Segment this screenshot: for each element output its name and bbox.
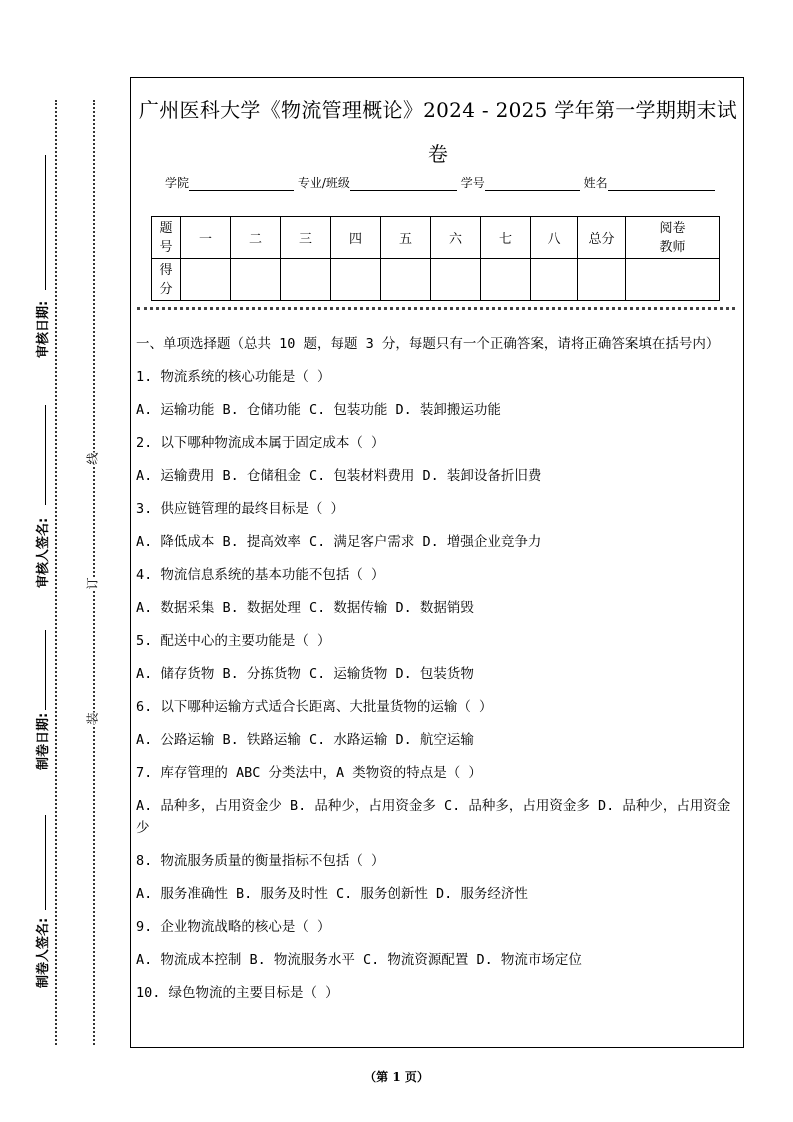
signature-line-preparer[interactable] bbox=[45, 815, 46, 910]
score-table bbox=[151, 216, 720, 301]
score-cell-grader[interactable] bbox=[626, 259, 720, 301]
page-number: （第 1 页） bbox=[364, 1070, 429, 1084]
score-cell-5[interactable] bbox=[381, 259, 431, 301]
exam-frame bbox=[130, 77, 744, 1048]
binding-dotted-line-outer bbox=[55, 100, 57, 1045]
score-table-score-row bbox=[152, 259, 720, 301]
header-col-4: 四 bbox=[331, 217, 381, 259]
score-char-2: 分 bbox=[159, 281, 173, 297]
review-date-label: 审核日期: bbox=[32, 299, 51, 360]
header-col-2: 二 bbox=[231, 217, 281, 259]
grader-line-1: 阅卷 bbox=[659, 220, 686, 236]
section-heading: 一、单项选择题（总共 10 题，每题 3 分，每题只有一个正确答案，请将正确答案填在括号内） bbox=[136, 336, 720, 352]
prep-date-label: 制卷日期: bbox=[32, 711, 51, 772]
student-id-field[interactable] bbox=[485, 177, 580, 191]
dotted-separator bbox=[137, 307, 735, 310]
student-info-row bbox=[165, 174, 715, 191]
score-cell-4[interactable] bbox=[331, 259, 381, 301]
binding-char-staple: 订 bbox=[85, 577, 100, 590]
question-7: 7. 库存管理的 ABC 分类法中，A 类物资的特点是（ ） bbox=[136, 765, 482, 781]
header-col-1: 一 bbox=[181, 217, 231, 259]
signature-line-reviewer[interactable] bbox=[45, 405, 46, 505]
question-5: 5. 配送中心的主要功能是（ ） bbox=[136, 633, 331, 649]
question-4: 4. 物流信息系统的基本功能不包括（ ） bbox=[136, 567, 385, 583]
section-single-choice bbox=[136, 333, 738, 1015]
header-col-6: 六 bbox=[431, 217, 481, 259]
header-char-2: 号 bbox=[159, 239, 173, 255]
question-5-options: A. 储存货物 B. 分拣货物 C. 运输货物 D. 包装货物 bbox=[136, 666, 474, 682]
question-2: 2. 以下哪种物流成本属于固定成本（ ） bbox=[136, 435, 385, 451]
question-8: 8. 物流服务质量的衡量指标不包括（ ） bbox=[136, 853, 385, 869]
question-9-options: A. 物流成本控制 B. 物流服务水平 C. 物流资源配置 D. 物流市场定位 bbox=[136, 952, 582, 968]
major-label: 专业/班级 bbox=[297, 176, 350, 190]
score-row-label bbox=[152, 259, 181, 301]
question-1-options: A. 运输功能 B. 仓储功能 C. 包装功能 D. 装卸搬运功能 bbox=[136, 402, 501, 418]
header-total: 总分 bbox=[578, 217, 626, 259]
score-cell-total[interactable] bbox=[578, 259, 626, 301]
reviewer-signature-label: 审核人签名: bbox=[32, 516, 51, 590]
student-id-label: 学号 bbox=[460, 176, 485, 190]
question-9: 9. 企业物流战略的核心是（ ） bbox=[136, 919, 331, 935]
score-cell-1[interactable] bbox=[181, 259, 231, 301]
grader-line-2: 教师 bbox=[659, 239, 686, 255]
binding-margin bbox=[0, 0, 125, 1122]
header-col-5: 五 bbox=[381, 217, 431, 259]
binding-char-line: 线 bbox=[85, 452, 100, 465]
binding-char-bind: 装 bbox=[85, 712, 100, 725]
header-col-7: 七 bbox=[481, 217, 531, 259]
question-2-options: A. 运输费用 B. 仓储租金 C. 包装材料费用 D. 装卸设备折旧费 bbox=[136, 468, 542, 484]
question-3: 3. 供应链管理的最终目标是（ ） bbox=[136, 501, 345, 517]
name-field[interactable] bbox=[608, 177, 715, 191]
exam-title: 广州医科大学《物流管理概论》2024 - 2025 学年第一学期期末试卷 bbox=[138, 98, 738, 166]
question-7-options: A. 品种多，占用资金少 B. 品种少，占用资金多 C. 品种多，占用资金多 D. 品种少，占用资金少 bbox=[136, 798, 731, 836]
college-label: 学院 bbox=[165, 176, 190, 190]
signature-line-review-date[interactable] bbox=[45, 155, 46, 290]
score-cell-7[interactable] bbox=[481, 259, 531, 301]
binding-dotted-line-inner bbox=[93, 100, 95, 1045]
score-char-1: 得 bbox=[159, 262, 173, 278]
header-col-8: 八 bbox=[531, 217, 578, 259]
header-char-1: 题 bbox=[159, 220, 173, 236]
score-table-header-row bbox=[152, 217, 720, 259]
major-field[interactable] bbox=[350, 177, 457, 191]
question-6: 6. 以下哪种运输方式适合长距离、大批量货物的运输（ ） bbox=[136, 699, 493, 715]
score-cell-3[interactable] bbox=[281, 259, 331, 301]
preparer-signature-label: 制卷人签名: bbox=[32, 916, 51, 990]
question-6-options: A. 公路运输 B. 铁路运输 C. 水路运输 D. 航空运输 bbox=[136, 732, 474, 748]
question-3-options: A. 降低成本 B. 提高效率 C. 满足客户需求 D. 增强企业竞争力 bbox=[136, 534, 542, 550]
header-question-no bbox=[152, 217, 181, 259]
header-grader bbox=[626, 217, 720, 259]
score-cell-8[interactable] bbox=[531, 259, 578, 301]
header-col-3: 三 bbox=[281, 217, 331, 259]
score-cell-2[interactable] bbox=[231, 259, 281, 301]
signature-line-prep-date[interactable] bbox=[45, 630, 46, 710]
question-10: 10. 绿色物流的主要目标是（ ） bbox=[136, 985, 339, 1001]
score-cell-6[interactable] bbox=[431, 259, 481, 301]
question-1: 1. 物流系统的核心功能是（ ） bbox=[136, 369, 331, 385]
question-4-options: A. 数据采集 B. 数据处理 C. 数据传输 D. 数据销毁 bbox=[136, 600, 474, 616]
name-label: 姓名 bbox=[583, 176, 608, 190]
college-field[interactable] bbox=[189, 177, 294, 191]
question-8-options: A. 服务准确性 B. 服务及时性 C. 服务创新性 D. 服务经济性 bbox=[136, 886, 528, 902]
